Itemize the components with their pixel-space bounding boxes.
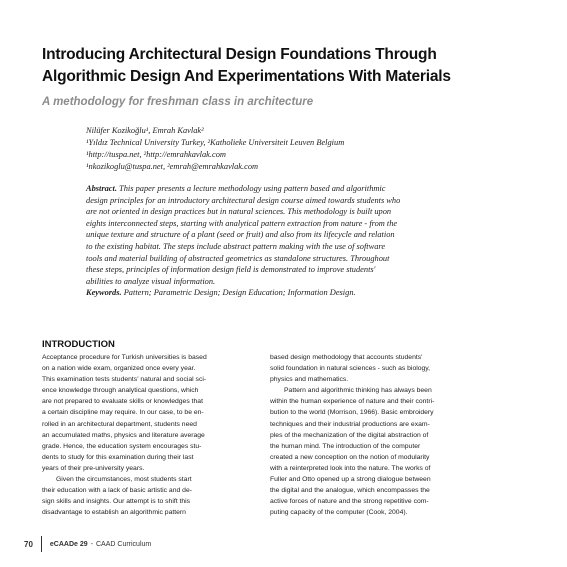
body-line: sign skills and insights. Our attempt is to shift this [42,498,191,506]
body-line: based design methodology that accounts students' [270,354,423,361]
footer-divider [41,536,42,552]
keywords-label: Keywords. [86,288,122,298]
body-line: Pattern and algorithmic thinking has always been [284,387,432,395]
keywords-text: Pattern; Parametric Design; Design Education; Information Design. [121,288,356,298]
author-block [86,125,526,173]
abstract-line: Abstract. This paper presents a lecture methodology using pattern based and algorithmic [86,184,386,193]
body-line: bution to the world (Morrison, 1966). Basic embroidery [270,409,434,417]
author-names: Nilüfer Kozikoğlu¹, Emrah Kavlak² [86,126,204,135]
body-line: This examination tests students' natural and social sci- [42,376,207,384]
body-line: active forces of nature and the strong repetitive com- [270,498,429,506]
body-line: within the human experience of nature and their contri- [270,398,435,406]
section-heading: INTRODUCTION [42,339,115,350]
body-line: a certain discipline may require. In our case, to be en- [42,409,204,417]
body-line: techniques and their industrial productions are exam- [270,420,430,428]
body-line: with a reinterpreted look into the nature. The works of [270,464,431,472]
body-column-left [42,352,274,518]
body-line: are not prepared to evaluate skills or knowledges that [42,398,203,406]
body-line: ples of the mechanization of the digital abstraction of [270,431,429,439]
body-line: the digital and the analogue, which encompasses the [270,487,430,495]
body-line: their education with a lack of basic artistic and de- [42,487,192,495]
body-line: on a nation wide exam, organized once every year. [42,365,196,373]
abstract-line: unique texture and structure of a plant (seed or fruit) and also from its lifecycle and relation [86,230,395,240]
title-line-1: Introducing Architectural Design Foundations Through [42,46,437,63]
keywords-line [86,287,530,299]
body-line: Acceptance procedure for Turkish universities is based [42,354,207,361]
body-line: ence knowledge through analytical questions, which [42,387,199,395]
body-line: Given the circumstances, most students start [56,476,192,484]
abstract-line: to the existing habitat. The steps include abstract pattern making with the use of software [86,241,386,251]
body-column-right [270,352,502,518]
abstract-line: are not oriented in design practices but in natural sciences. This methodology is built upon [86,207,392,217]
body-line: disadvantage to establish an algorithmic pattern [42,509,186,517]
body-line: solid foundation in natural sciences - such as biology, [270,365,431,373]
abstract-line: design principles for an introductory architectural design course aimed towards students who [86,195,401,205]
track-name: CAAD Curriculum [96,540,152,548]
abstract-line: eights interconnected steps, starting with analytical pattern extraction from nature - from the [86,218,398,228]
page-number: 70 [24,539,33,549]
abstract-line: these steps, principles of information design field is demonstrated to improve students' [86,265,376,275]
body-line: dents to study for this examination during their last [42,453,194,461]
body-line: physics and mathematics. [270,376,349,384]
body-line: puting capacity of the computer (Cook, 2004). [270,509,408,517]
author-urls: ¹http://tuspa.net, ²http://emrahkavlak.com [86,150,226,159]
paper-title [42,44,542,88]
conference-name: eCAADe 29 [49,540,88,548]
abstract-line: tools and material building of abstracted geometrics as standalone structures. Throughout [86,253,390,263]
abstract-label: Abstract. [86,184,117,193]
abstract-block [86,183,530,299]
paper-subtitle: A methodology for freshman class in architecture [42,96,314,108]
title-line-2: Algorithmic Design And Experimentations With Materials [42,68,451,85]
body-line: an accumulated maths, physics and literature average [42,431,205,439]
body-line: created a new conception on the notion of modularity [270,453,430,461]
author-affiliations: ¹Yıldız Technical University Turkey, ²Katholieke Universiteit Leuven Belgium [86,138,345,147]
footer-separator: - [90,540,93,548]
abstract-line: abilities to analyze visual information. [86,276,216,286]
body-line: rolled in an architectural department, students need [42,420,197,428]
body-line: years of their pre-university years. [42,464,145,472]
body-line: Fuller and Otto opened up a strong dialogue between [270,476,431,484]
author-emails: ¹nkozikoglu@tuspa.net, ²emrah@emrahkavlak.com [86,162,259,171]
body-line: the human mind. The introduction of the computer [270,442,421,450]
body-line: grade. Hence, the education system encourages stu- [42,442,202,450]
page-footer [24,535,151,553]
